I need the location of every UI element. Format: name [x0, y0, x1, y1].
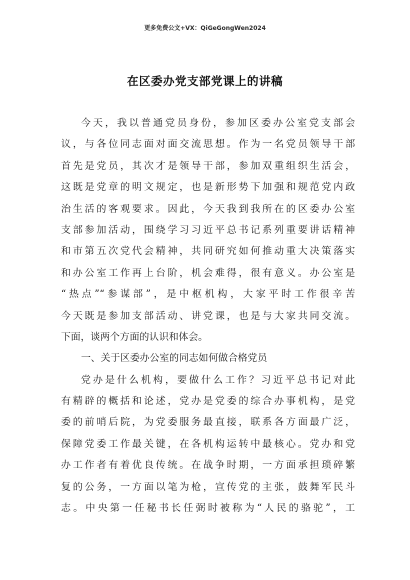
- body-line: 今天既是参加支部活动、讲党课，也是与大家共同交流。: [61, 310, 355, 322]
- body-line: 办工作者有着优良传统。在战争时期，一方面承担琐碎繁: [61, 460, 355, 472]
- body-line: 复的公务，一方面以笔为枪，宣传党的主张，鼓舞军民斗: [61, 481, 355, 493]
- body-line: “热点”“参谋部”，是中枢机构，大家平时工作很辛苦: [61, 289, 355, 301]
- body-line: 支部参加活动，围绕学习习近平总书记系列重要讲话精神: [61, 224, 355, 236]
- body-line: 今天，我以普通党员身份，参加区委办公室党支部会: [81, 118, 355, 129]
- body-line: 这既是党章的明文规定，也是新形势下加强和规范党内政: [61, 182, 355, 194]
- body-line: 和市第五次党代会精神，共同研究如何推动重大决策落实: [61, 246, 355, 258]
- body-line: 和办公室工作再上台阶，机会难得，很有意义。办公室是: [61, 267, 355, 279]
- header-note: 更多免费公文+VX：QiGeGongWen2024: [144, 25, 266, 32]
- body-line: 委的前哨后院，为党委服务最直接，联系各方面最广泛，: [61, 417, 355, 429]
- body-line: 保障党委工作最关键，在各机构运转中最核心。党办和党: [61, 438, 355, 450]
- body-line: 党办是什么机构，要做什么工作？习近平总书记对此: [81, 374, 355, 386]
- body-line: 首先是党员，其次才是领导干部，参加双重组织生活会，: [61, 160, 355, 172]
- body-line: 下面，谈两个方面的认识和体会。: [61, 331, 208, 343]
- body-line: 治生活的客观要求。因此，今天我到我所在的区委办公室: [61, 203, 355, 215]
- document-body: [61, 113, 355, 519]
- document-title: 在区委办党支部党课上的讲稿: [127, 74, 283, 88]
- section-heading: 一、关于区委办公室的同志如何做合格党员: [81, 353, 268, 365]
- body-line: 有精辟的概括和论述，党办是党委的综合办事机构，是党: [61, 396, 355, 408]
- body-line: 志。中央第一任秘书长任弼时被称为“人民的骆驼”，工: [61, 503, 355, 515]
- body-line: 议，与各位同志面对面交流思想。作为一名党员领导干部: [61, 139, 355, 151]
